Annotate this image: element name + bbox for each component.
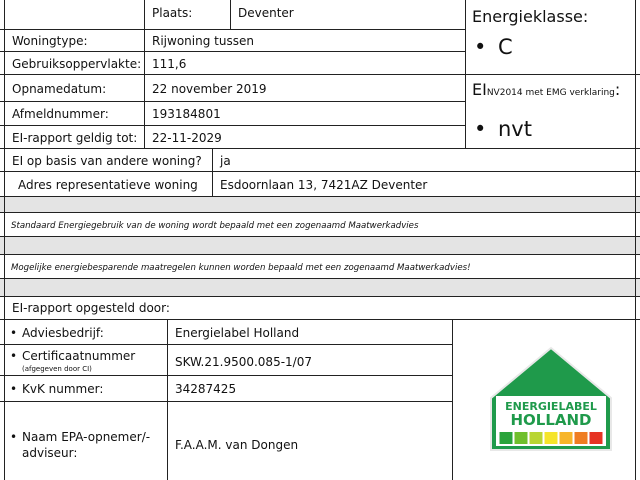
certificaat-sub: (afgegeven door CI): [22, 365, 92, 373]
afmeldnummer-label: Afmeldnummer:: [12, 107, 109, 121]
note-maatregelen: Mogelijke energiebesparende maatregelen kunnen worden bepaald met een zogenaamd Maatwerkadvies!: [11, 263, 471, 273]
basis-value: ja: [220, 154, 231, 168]
logo-color-strip: [590, 432, 603, 444]
plaats-label: Plaats:: [152, 6, 193, 20]
kvk-value: 34287425: [175, 382, 237, 396]
epa-label: Naam EPA-opnemer/-: [22, 430, 151, 444]
logo-color-strip: [515, 432, 528, 444]
adviesbedrijf-label: Adviesbedrijf:: [22, 326, 104, 340]
logo-color-strip: [530, 432, 543, 444]
epa-label-2: adviseur:: [22, 446, 78, 460]
geldig-tot-value: 22-11-2029: [152, 131, 222, 145]
plaats-value: Deventer: [238, 6, 294, 20]
opnamedatum-label: Opnamedatum:: [12, 82, 107, 96]
epa-value: F.A.A.M. van Dongen: [175, 438, 299, 452]
logo-color-strip: [500, 432, 513, 444]
energieklasse-value: C: [498, 35, 513, 59]
opnamedatum-value: 22 november 2019: [152, 82, 267, 96]
afmeldnummer-value: 193184801: [152, 107, 221, 121]
ei-title: EINV2014 met EMG verklaring:: [472, 80, 621, 99]
ei-value: nvt: [498, 117, 532, 141]
logo-color-strips: [500, 432, 603, 444]
energieklasse-title: Energieklasse:: [472, 7, 589, 26]
opgesteld-label: EI-rapport opgesteld door:: [12, 301, 170, 315]
logo-line1: ENERGIELABEL: [505, 400, 597, 413]
certificaat-value: SKW.21.9500.085-1/07: [175, 355, 312, 369]
oppervlakte-value: 111,6: [152, 57, 187, 71]
logo-color-strip: [575, 432, 588, 444]
basis-label: EI op basis van andere woning?: [12, 154, 202, 168]
logo-line2: HOLLAND: [510, 411, 592, 429]
kvk-label: KvK nummer:: [22, 382, 104, 396]
woningtype-value: Rijwoning tussen: [152, 34, 254, 48]
ei-bullet: •: [474, 117, 487, 141]
logo-color-strip: [560, 432, 573, 444]
certificaat-label: Certificaatnummer: [22, 349, 136, 363]
logo-color-strip: [545, 432, 558, 444]
detail-bullet: •: [10, 382, 18, 396]
adres-label: Adres representatieve woning: [18, 178, 198, 192]
energielabel-holland-logo: [486, 346, 616, 452]
house-logo-icon: [486, 346, 616, 452]
note-standaard: Standaard Energiegebruik van de woning wordt bepaald met een zogenaamd Maatwerkadvies: [11, 221, 419, 231]
adviesbedrijf-value: Energielabel Holland: [175, 326, 300, 340]
adres-value: Esdoornlaan 13, 7421AZ Deventer: [220, 178, 428, 192]
detail-bullet: •: [10, 326, 18, 340]
oppervlakte-label: Gebruiksoppervlakte:: [12, 57, 142, 71]
geldig-tot-label: EI-rapport geldig tot:: [12, 131, 138, 145]
energieklasse-bullet: •: [474, 35, 487, 59]
detail-bullet: •: [10, 430, 18, 444]
woningtype-label: Woningtype:: [12, 34, 88, 48]
detail-bullet: •: [10, 349, 18, 363]
